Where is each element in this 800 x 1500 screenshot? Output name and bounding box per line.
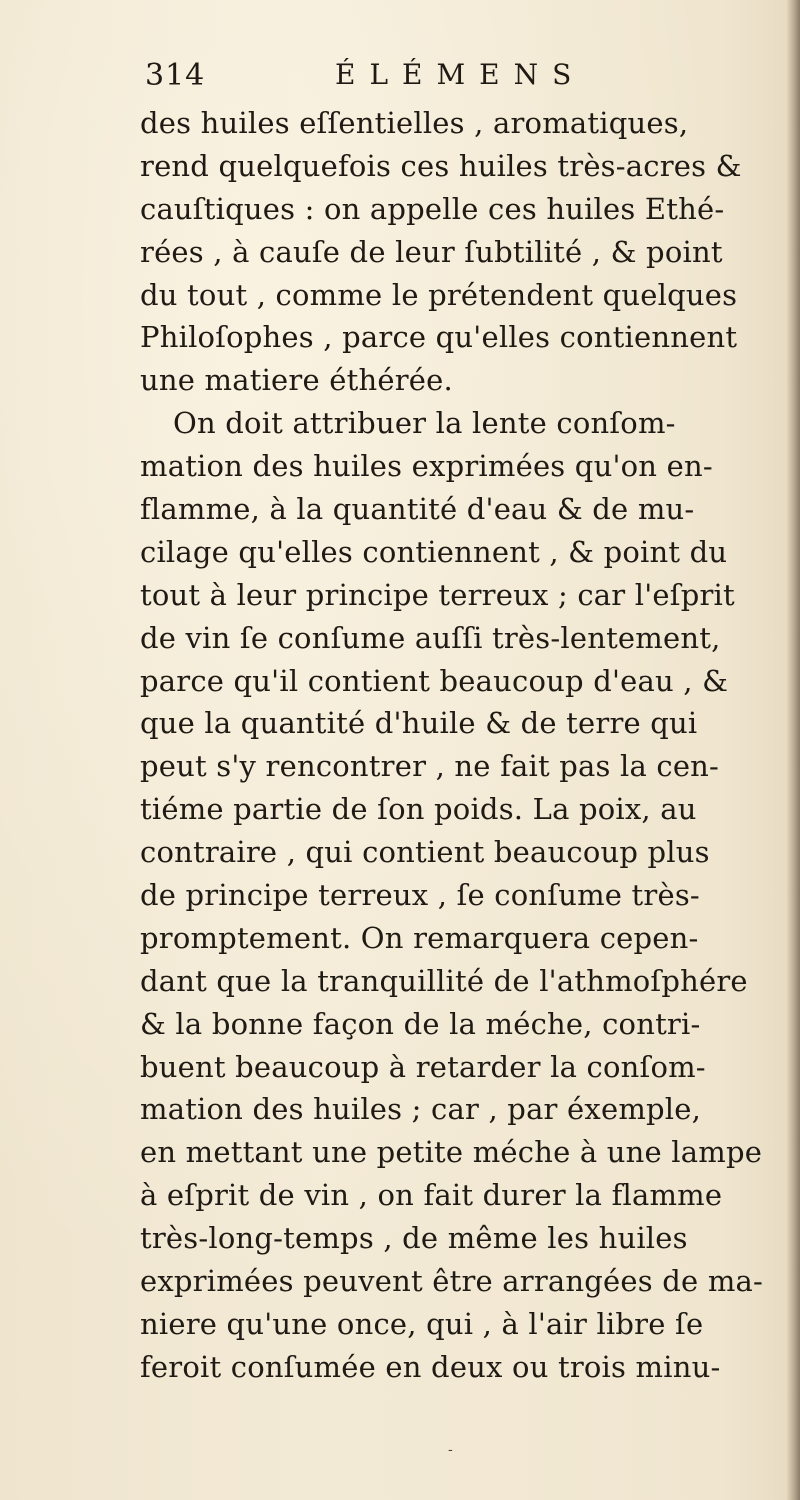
footer-mark: - (448, 1442, 453, 1458)
text-line: dant que la tranquillité de l'athmoſphére (140, 963, 748, 998)
text-line: tout à leur principe terreux ; car l'eſprit (140, 577, 735, 612)
page-header (145, 58, 705, 98)
text-line: Philoſophes , parce qu'elles contiennent (140, 320, 738, 355)
paragraph-start-line: On doit attribuer la lente conſom- (173, 406, 676, 441)
text-line: de principe terreux , ſe conſume très- (140, 878, 700, 913)
text-line: rées , à cauſe de leur ſubtilité , & point (140, 234, 723, 269)
page-edge-shadow (786, 0, 800, 1500)
text-line: rend quelquefois ces huiles très-acres & (140, 148, 742, 183)
text-line: feroit conſumée en deux ou trois minu- (140, 1349, 721, 1384)
page-number: 314 (145, 58, 206, 93)
text-line: & la bonne façon de la méche, contri- (140, 1006, 701, 1041)
text-line: du tout , comme le prétendent quelques (140, 277, 738, 312)
text-line: de vin ſe conſume auſſi très-lentement, (140, 620, 721, 655)
text-line: promptement. On remarquera cepen- (140, 920, 699, 955)
body-text (140, 102, 780, 1389)
text-line: cilage qu'elles contiennent , & point du (140, 534, 728, 569)
text-line: mation des huiles exprimées qu'on en- (140, 449, 713, 484)
text-line: que la quantité d'huile & de terre qui (140, 706, 698, 741)
text-line: très-long-temps , de même les huiles (140, 1221, 688, 1256)
text-line: contraire , qui contient beaucoup plus (140, 835, 710, 870)
text-line: à eſprit de vin , on fait durer la flamme (140, 1178, 723, 1213)
running-title: ÉLÉMENS (335, 58, 586, 91)
text-line: buent beaucoup à retarder la conſom- (140, 1049, 706, 1084)
text-line: exprimées peuvent être arrangées de ma- (140, 1264, 764, 1299)
text-line: une matiere éthérée. (140, 363, 453, 398)
text-line: peut s'y rencontrer , ne fait pas la cen- (140, 749, 720, 784)
text-line: niere qu'une once, qui , à l'air libre ſe (140, 1306, 704, 1341)
text-line: cauſtiques : on appelle ces huiles Ethé- (140, 191, 725, 226)
text-line: des huiles eſſentielles , aromatiques, (140, 106, 689, 140)
text-line: mation des huiles ; car , par éxemple, (140, 1092, 702, 1127)
text-line: flamme, à la quantité d'eau & de mu- (140, 492, 695, 527)
text-line: en mettant une petite méche à une lampe (140, 1135, 763, 1170)
text-line: tiéme partie de ſon poids. La poix, au (140, 792, 697, 827)
text-line: parce qu'il contient beaucoup d'eau , & (140, 663, 729, 698)
